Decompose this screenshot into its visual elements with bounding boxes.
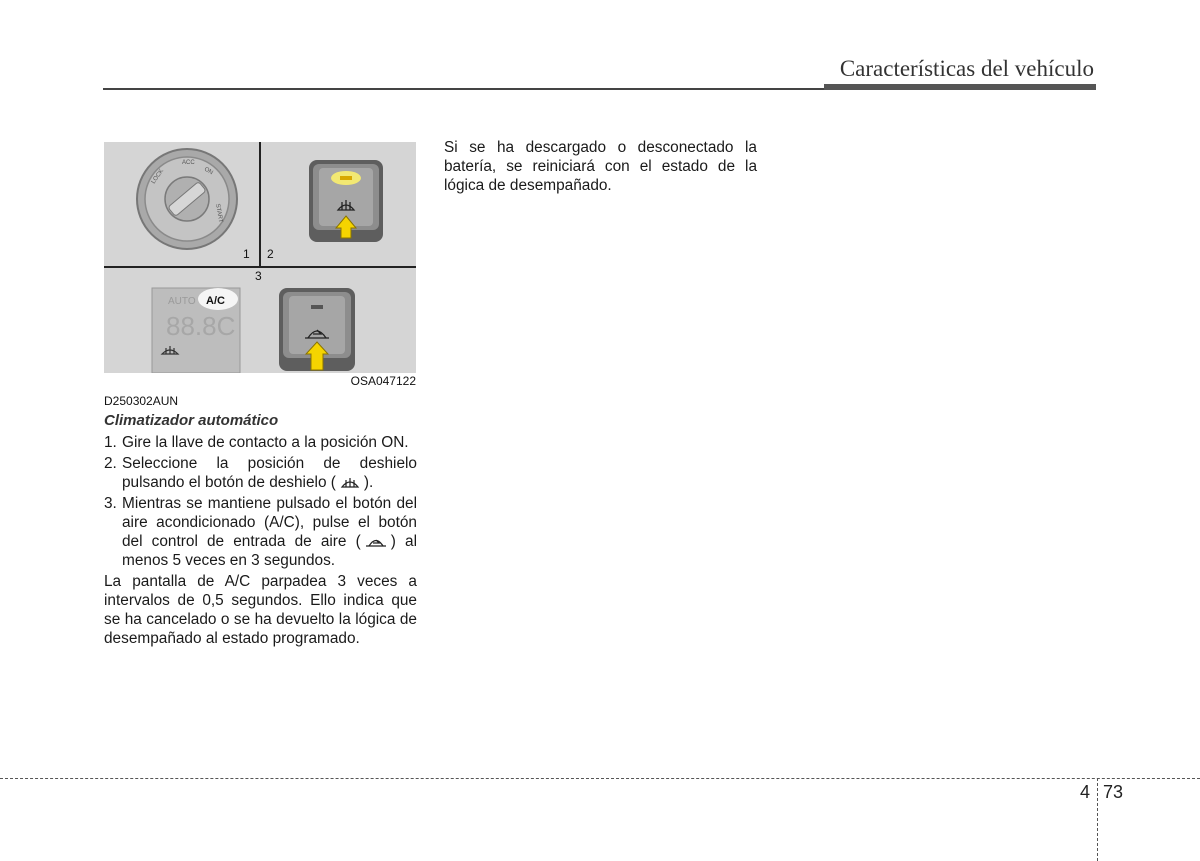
reference-code: D250302AUN bbox=[104, 394, 179, 408]
figure-divider-vertical bbox=[259, 142, 261, 268]
step-number: 1. bbox=[104, 434, 117, 451]
ignition-switch-panel bbox=[104, 142, 259, 266]
callout-1: 1 bbox=[243, 247, 250, 261]
figure-code: OSA047122 bbox=[350, 374, 416, 388]
ac-display-panel bbox=[104, 268, 416, 373]
chapter-number: 4 bbox=[1080, 782, 1091, 802]
instruction-step bbox=[104, 494, 417, 570]
auto-display-label: AUTO bbox=[168, 296, 196, 307]
callout-3: 3 bbox=[255, 269, 262, 283]
step-text-end: ). bbox=[363, 474, 374, 491]
left-column bbox=[104, 433, 417, 648]
step-number: 2. bbox=[104, 455, 117, 472]
ac-display-illustration bbox=[104, 268, 416, 373]
ignition-start-label: START bbox=[214, 203, 224, 224]
step-number: 3. bbox=[104, 495, 117, 512]
ignition-acc-label: ACC bbox=[182, 160, 195, 166]
step-text: Seleccione la posición de deshielo pulsando el botón de deshielo ( bbox=[122, 455, 417, 491]
defrost-button-panel bbox=[261, 142, 416, 266]
instruction-step bbox=[104, 433, 417, 452]
defrost-button-illustration bbox=[261, 142, 416, 266]
right-column-paragraph: Si se ha descargado o desconectado la batería, se reiniciará con el estado de la lógica de desempañado. bbox=[444, 139, 757, 194]
step-text-end: ) al menos 5 veces en 3 segundos. bbox=[122, 533, 417, 569]
temperature-readout: 88.8C bbox=[166, 311, 236, 341]
ignition-lock-label: LOCK bbox=[150, 168, 166, 186]
ignition-on-label: ON bbox=[203, 166, 214, 177]
illustration bbox=[104, 142, 416, 392]
defrost-inline-icon bbox=[338, 474, 362, 490]
footer-rule bbox=[0, 778, 1200, 779]
step-text: Gire la llave de contacto a la posición ON. bbox=[122, 434, 409, 451]
header-rule-accent bbox=[824, 84, 1096, 90]
air-intake-inline-icon bbox=[363, 533, 389, 549]
header-title: Características del vehículo bbox=[839, 56, 1094, 81]
ac-display-label: A/C bbox=[206, 295, 225, 307]
instruction-list bbox=[104, 433, 417, 570]
step-text: Mientras se mantiene pulsado el botón del aire acondicionado (A/C), pulse el botón del control de entrada de aire ( bbox=[122, 495, 417, 550]
instruction-step bbox=[104, 454, 417, 492]
ignition-switch-illustration bbox=[104, 142, 259, 266]
section-title: Climatizador automático bbox=[104, 412, 279, 429]
figure-divider-horizontal bbox=[104, 266, 416, 268]
page-number: 73 bbox=[1103, 782, 1124, 802]
callout-2: 2 bbox=[267, 247, 274, 261]
footer-divider bbox=[1097, 778, 1098, 861]
body-paragraph: La pantalla de A/C parpadea 3 veces a intervalos de 0,5 segundos. Ello indica que se ha cancelado o se ha devuelto la lógica de desempañado al estado programado. bbox=[104, 573, 417, 647]
